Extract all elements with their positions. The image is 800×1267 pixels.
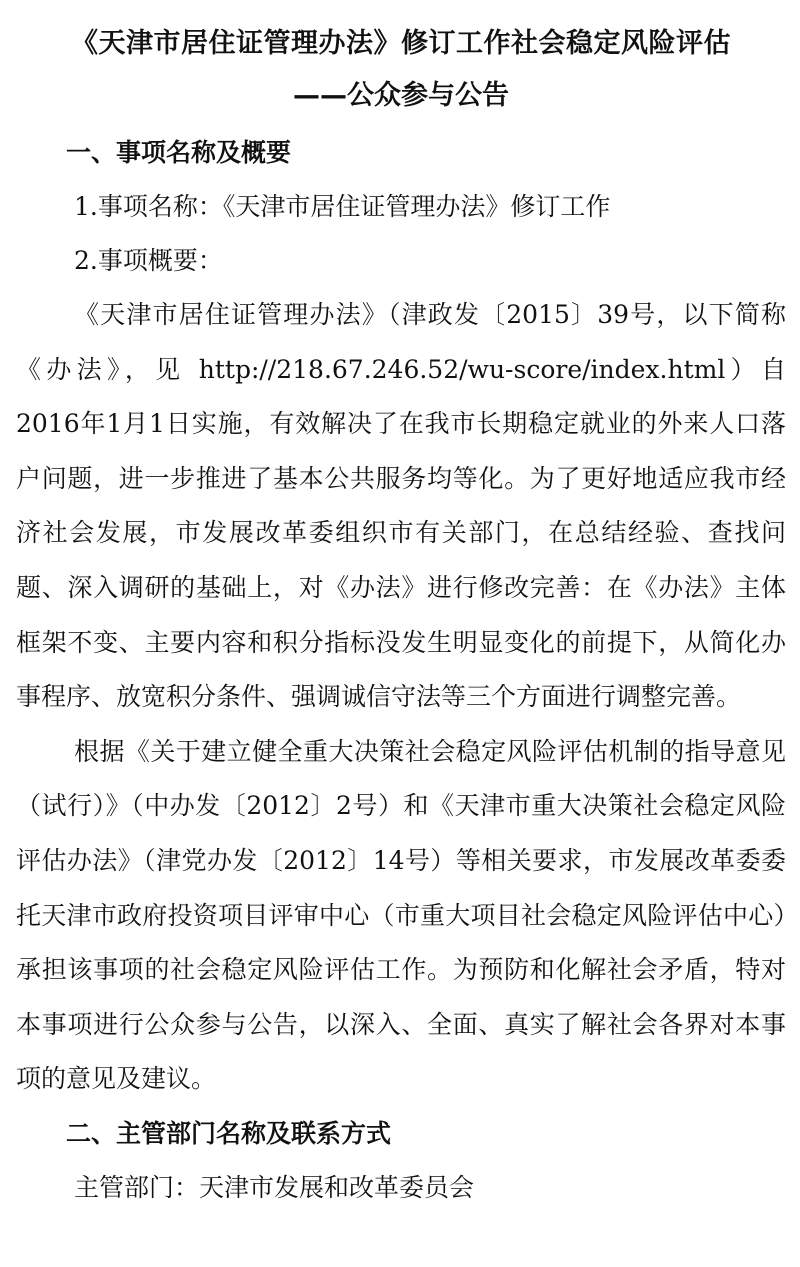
section-heading-department: 二、主管部门名称及联系方式 — [66, 1118, 392, 1148]
section-department — [16, 1107, 786, 1215]
document-title: 《天津市居住证管理办法》修订工作社会稳定风险评估 — [71, 28, 731, 59]
section-item-overview — [16, 126, 786, 1107]
department-line: 主管部门：天津市发展和改革委员会 — [74, 1172, 475, 1202]
summary-paragraph-1: 《天津市居住证管理办法》（津政发〔2015〕39号，以下简称《办法》，见 http://218.67.246.52/wu-score/index.html）自2016年1月1日实施，有效解决了在我市长期稳定就业的外来人口落户问题，进一步推进了基本公共服务均等化。为了更好地适应我市经济社会发展，市发展改革委组织市有关部门，在总结经验、查找问题、深入调研的基础上，对《办法》进行修改完善：在《办法》主体框架不变、主要内容和积分指标没发生明显变化的前提下，从简化办事程序、放宽积分条件、强调诚信守法等三个方面进行调整完善。 — [16, 300, 786, 712]
item-name-line: 1.事项名称：《天津市居住证管理办法》修订工作 — [74, 192, 611, 221]
document-subtitle: ——公众参与公告 — [293, 80, 509, 111]
item-summary-label: 2.事项概要： — [74, 246, 223, 275]
section-heading-overview: 一、事项名称及概要 — [66, 138, 292, 167]
summary-paragraph-2: 根据《关于建立健全重大决策社会稳定风险评估机制的指导意见（试行）》（中办发〔2012〕2号）和《天津市重大决策社会稳定风险评估办法》（津党办发〔2012〕14号）等相关要求，市发展改革委委托天津市政府投资项目评审中心（市重大项目社会稳定风险评估中心）承担该事项的社会稳定风险评估工作。为预防和化解社会矛盾，特对本事项进行公众参与公告，以深入、全面、真实了解社会各界对本事项的意见及建议。 — [16, 736, 786, 1094]
